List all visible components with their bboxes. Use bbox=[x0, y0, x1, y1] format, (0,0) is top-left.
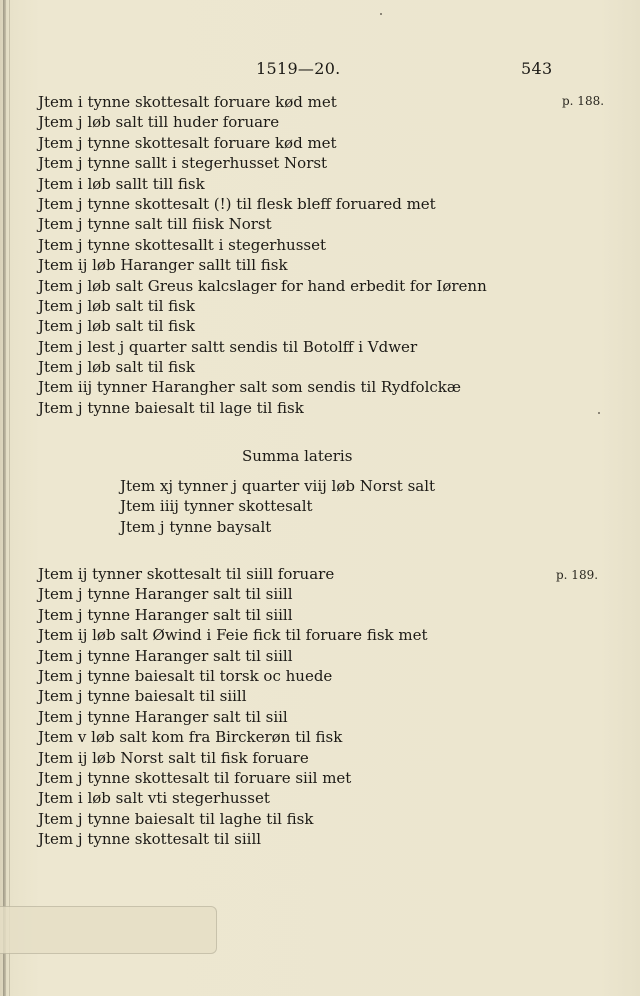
entry-line: Jtem j løb salt Greus kalcslager for hand erbedit for Iørenn bbox=[38, 276, 487, 295]
margin-note-top: p. 188. bbox=[562, 94, 605, 108]
entry-line: Jtem j løb salt til fisk bbox=[38, 358, 195, 377]
summa-lateris-heading: Summa lateris bbox=[242, 447, 353, 465]
entry-line: Jtem iij tynner Harangher salt som sendis til Rydfolckæ bbox=[38, 378, 461, 397]
entry-line: Jtem j tynne baiesalt til laghe til fisk bbox=[38, 809, 314, 828]
entry-line: Jtem i løb salt vti stegerhusset bbox=[38, 789, 270, 808]
page-binding-edge bbox=[3, 0, 6, 996]
entry-line: Jtem j tynne baiesalt til lage til fisk bbox=[38, 398, 304, 417]
entry-line: Jtem j tynne baiesalt til siill bbox=[38, 687, 247, 706]
entry-line: Jtem ij løb salt Øwind i Feie fick til foruare fisk met bbox=[38, 626, 428, 645]
margin-note-bottom: p. 189. bbox=[556, 568, 599, 582]
entry-line: Jtem j lest j quarter saltt sendis til Botolff i Vdwer bbox=[38, 337, 418, 356]
summa-line: Jtem xj tynner j quarter viij løb Norst salt bbox=[120, 477, 436, 495]
entry-line: Jtem j tynne Haranger salt til siill bbox=[38, 646, 293, 665]
page-binding-line bbox=[9, 0, 10, 996]
summa-block bbox=[120, 476, 435, 537]
entry-block-1 bbox=[38, 92, 487, 418]
entry-line: Jtem j løb salt til fisk bbox=[38, 296, 195, 315]
entry-line: Jtem j tynne Haranger salt til siill bbox=[38, 585, 293, 604]
entry-line: Jtem j tynne sallt i stegerhusset Norst bbox=[38, 154, 328, 173]
entry-line: Jtem ij løb Norst salt til fisk foruare bbox=[38, 748, 309, 767]
speck-mark bbox=[380, 13, 382, 15]
entry-line: Jtem i løb sallt till fisk bbox=[38, 174, 205, 193]
entry-line: Jtem j tynne skottesalt til foruare siil met bbox=[38, 768, 352, 787]
entry-line: Jtem j tynne salt till fiisk Norst bbox=[38, 215, 272, 234]
summa-line: Jtem iiij tynner skottesalt bbox=[120, 497, 313, 516]
entry-line: Jtem j tynne skottesalt til siill bbox=[38, 830, 262, 849]
entry-line: Jtem j tynne Haranger salt til siil bbox=[38, 707, 288, 726]
entry-line: Jtem ij tynner skottesalt til siill foruare bbox=[38, 565, 335, 583]
entry-line: Jtem j tynne baiesalt til torsk oc huede bbox=[38, 666, 333, 685]
entry-line: Jtem j løb salt til fisk bbox=[38, 317, 195, 336]
speck-mark bbox=[598, 412, 600, 414]
entry-block-2 bbox=[38, 564, 428, 849]
running-head-years: 1519—20. bbox=[256, 59, 341, 78]
entry-line: Jtem v løb salt kom fra Birckerøn til fisk bbox=[38, 728, 343, 747]
entry-line: Jtem ij løb Haranger sallt till fisk bbox=[38, 256, 288, 275]
entry-line: Jtem j tynne skottesallt i stegerhusset bbox=[38, 235, 327, 254]
summa-line: Jtem j tynne baysalt bbox=[120, 517, 272, 536]
entry-line: Jtem j tynne Haranger salt til siill bbox=[38, 605, 293, 624]
entry-line: Jtem j løb salt till huder foruare bbox=[38, 113, 280, 132]
page-number: 543 bbox=[521, 59, 553, 78]
entry-line: Jtem j tynne skottesalt foruare kød met bbox=[38, 133, 337, 152]
paper-tab-mark bbox=[0, 906, 217, 954]
entry-line: Jtem j tynne skottesalt (!) til flesk bleff foruared met bbox=[38, 194, 436, 213]
entry-line: Jtem i tynne skottesalt foruare kød met bbox=[38, 93, 337, 111]
